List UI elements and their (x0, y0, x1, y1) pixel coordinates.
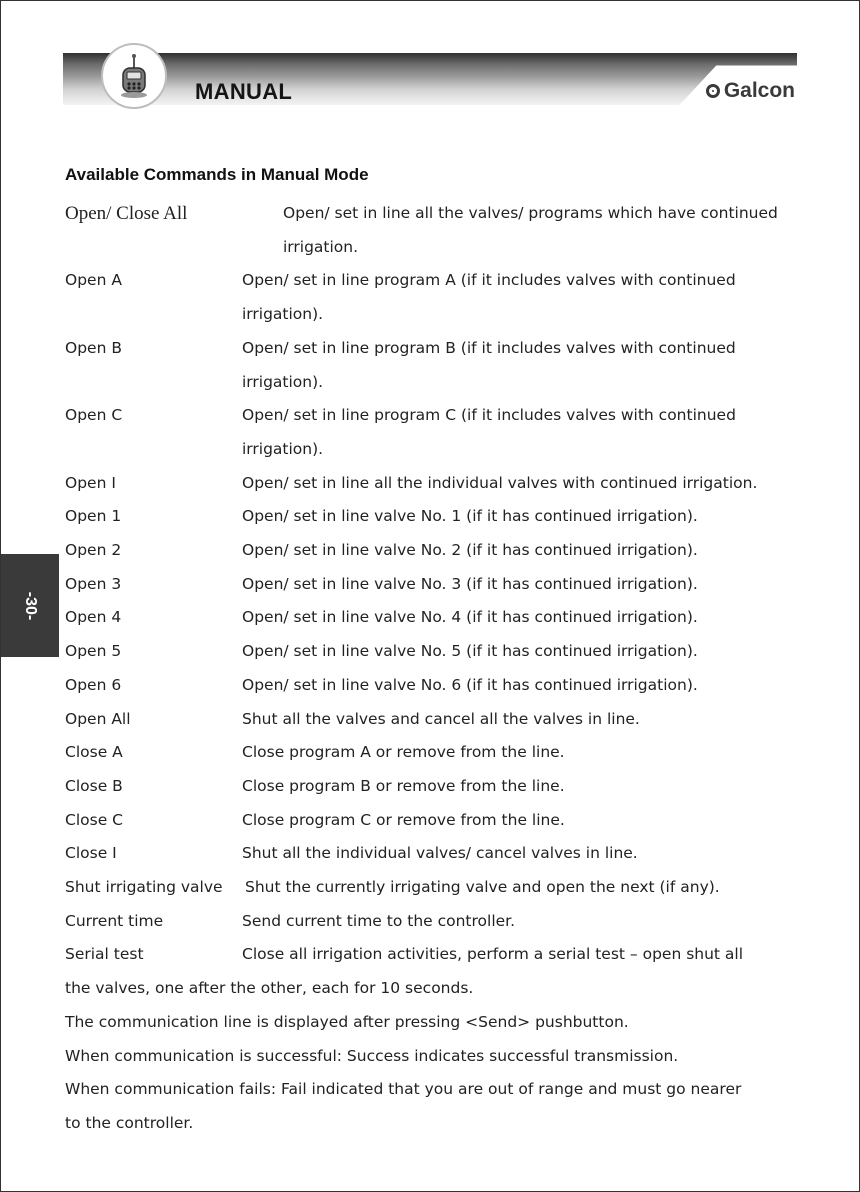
command-description: Open/ set in line valve No. 4 (if it has continued irrigation). (242, 608, 698, 627)
command-description: Close all irrigation activities, perform a serial test – open shut all (242, 945, 744, 964)
command-description: Open/ set in line program B (if it includes valves with continued irrigation). (242, 338, 736, 391)
body-paragraph: The communication line is displayed after pressing <Send> pushbutton. (65, 1012, 629, 1031)
command-row (65, 332, 805, 399)
logo-badge (101, 43, 167, 109)
command-row (65, 905, 805, 939)
command-description: Close program A or remove from the line. (242, 743, 565, 762)
command-row (65, 871, 805, 905)
command-name: Open 5 (65, 642, 122, 661)
command-row (65, 770, 805, 804)
command-name: Close A (65, 743, 123, 762)
command-description: Open/ set in line valve No. 5 (if it has continued irrigation). (242, 642, 698, 661)
command-description: Close program B or remove from the line. (242, 776, 565, 795)
command-row (65, 736, 805, 770)
command-row (65, 837, 805, 871)
command-description: Send current time to the controller. (242, 911, 516, 930)
brand-logo (706, 79, 795, 103)
page-header (63, 51, 797, 107)
command-description: Open/ set in line valve No. 6 (if it has continued irrigation). (242, 675, 698, 694)
command-name: Open/ Close All (65, 203, 188, 224)
command-row (65, 568, 805, 602)
command-description: Open/ set in line all the valves/ programs which have continued irrigation. (283, 204, 778, 256)
command-name: Shut irrigating valve (65, 878, 223, 897)
section-title: Available Commands in Manual Mode (65, 165, 369, 184)
page-number-tab (1, 554, 59, 657)
command-name: Close B (65, 776, 123, 795)
command-name: Open C (65, 406, 123, 425)
command-row (65, 804, 805, 838)
irrigation-controller-icon (114, 53, 154, 99)
command-name: Open 1 (65, 507, 122, 526)
body-paragraph: When communication is successful: Success indicates successful transmission. (65, 1046, 679, 1065)
command-row (65, 938, 805, 972)
command-row (65, 264, 805, 331)
command-row (65, 399, 805, 466)
command-name: Current time (65, 911, 164, 930)
command-name: Open A (65, 271, 122, 290)
command-row (65, 601, 805, 635)
command-description: Close program C or remove from the line. (242, 810, 565, 829)
command-row (65, 534, 805, 568)
brand-name: Galcon (723, 79, 795, 102)
command-name: Open 6 (65, 675, 122, 694)
command-row (65, 635, 805, 669)
command-row (65, 703, 805, 737)
command-name: Close C (65, 810, 123, 829)
command-description: Open/ set in line program C (if it includes valves with continued irrigation). (242, 406, 736, 458)
command-row (65, 669, 805, 703)
command-name: Open 4 (65, 608, 122, 627)
command-row (65, 467, 805, 501)
command-name: Open 3 (65, 574, 122, 593)
command-list (65, 197, 805, 1141)
command-description: Open/ set in line valve No. 1 (if it has continued irrigation). (242, 507, 698, 526)
command-row (65, 197, 805, 264)
page-number: -30- (21, 591, 39, 620)
command-name: Open 2 (65, 541, 122, 560)
command-description: Open/ set in line program A (if it includes valves with continued irrigation). (242, 271, 736, 324)
galcon-logo-icon (706, 84, 720, 98)
command-description: Shut all the valves and cancel all the valves in line. (242, 709, 640, 728)
command-name: Open All (65, 709, 131, 728)
command-description: Shut the currently irrigating valve and open the next (if any). (245, 878, 720, 897)
command-row (65, 500, 805, 534)
body-paragraph: the valves, one after the other, each for 10 seconds. (65, 979, 474, 998)
body-paragraph: to the controller. (65, 1113, 194, 1132)
header-banner (63, 53, 797, 105)
body-paragraph: When communication fails: Fail indicated that you are out of range and must go nearer (65, 1080, 742, 1099)
command-description: Open/ set in line valve No. 3 (if it has continued irrigation). (242, 574, 698, 593)
command-name: Open I (65, 473, 116, 492)
command-name: Serial test (65, 945, 144, 964)
header-title: MANUAL (195, 79, 293, 104)
command-description: Shut all the individual valves/ cancel valves in line. (242, 844, 638, 863)
command-description: Open/ set in line valve No. 2 (if it has continued irrigation). (242, 541, 698, 560)
command-description: Open/ set in line all the individual valves with continued irrigation. (242, 473, 758, 492)
command-name: Close I (65, 844, 117, 863)
command-name: Open B (65, 338, 122, 357)
